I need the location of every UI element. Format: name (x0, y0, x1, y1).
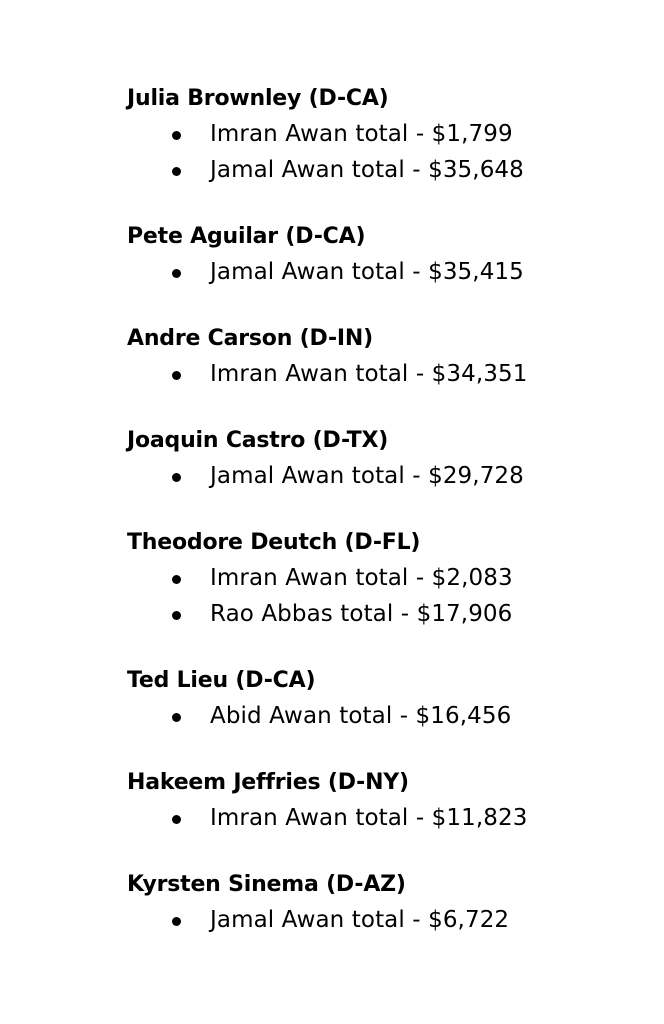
bullet-icon (172, 131, 181, 140)
list-item (127, 800, 647, 836)
list-item (127, 698, 647, 734)
member-block (127, 766, 647, 836)
list-item (127, 254, 647, 290)
item-text: Imran Awan total - $11,823 (210, 805, 528, 831)
list-item (127, 902, 647, 938)
bullet-icon (172, 815, 181, 824)
member-block (127, 424, 647, 494)
list-item (127, 152, 647, 188)
item-text: Imran Awan total - $34,351 (210, 361, 528, 387)
bullet-icon (172, 371, 181, 380)
bullet-icon (172, 575, 181, 584)
list-item (127, 560, 647, 596)
member-name: Andre Carson (D-IN) (127, 326, 373, 351)
item-text: Jamal Awan total - $35,415 (210, 259, 524, 285)
member-name: Hakeem Jeffries (D-NY) (127, 770, 409, 795)
bullet-icon (172, 167, 181, 176)
bullet-icon (172, 611, 181, 620)
bullet-icon (172, 473, 181, 482)
item-text: Jamal Awan total - $29,728 (210, 463, 524, 489)
item-text: Rao Abbas total - $17,906 (210, 601, 513, 627)
member-block (127, 220, 647, 290)
item-text: Abid Awan total - $16,456 (210, 703, 512, 729)
item-text: Imran Awan total - $1,799 (210, 121, 513, 147)
list-item (127, 116, 647, 152)
member-name: Julia Brownley (D-CA) (127, 86, 389, 111)
list-item (127, 356, 647, 392)
member-name: Pete Aguilar (D-CA) (127, 224, 366, 249)
bullet-icon (172, 917, 181, 926)
item-text: Jamal Awan total - $35,648 (210, 157, 524, 183)
document-page (127, 82, 647, 970)
member-name: Ted Lieu (D-CA) (127, 668, 316, 693)
member-name: Kyrsten Sinema (D-AZ) (127, 872, 406, 897)
list-item (127, 596, 647, 632)
member-block (127, 664, 647, 734)
member-block (127, 526, 647, 632)
bullet-icon (172, 713, 181, 722)
bullet-icon (172, 269, 181, 278)
member-block (127, 322, 647, 392)
member-block (127, 868, 647, 938)
member-name: Joaquin Castro (D-TX) (127, 428, 389, 453)
member-block (127, 82, 647, 188)
list-item (127, 458, 647, 494)
item-text: Imran Awan total - $2,083 (210, 565, 513, 591)
item-text: Jamal Awan total - $6,722 (210, 907, 510, 933)
member-name: Theodore Deutch (D-FL) (127, 530, 421, 555)
